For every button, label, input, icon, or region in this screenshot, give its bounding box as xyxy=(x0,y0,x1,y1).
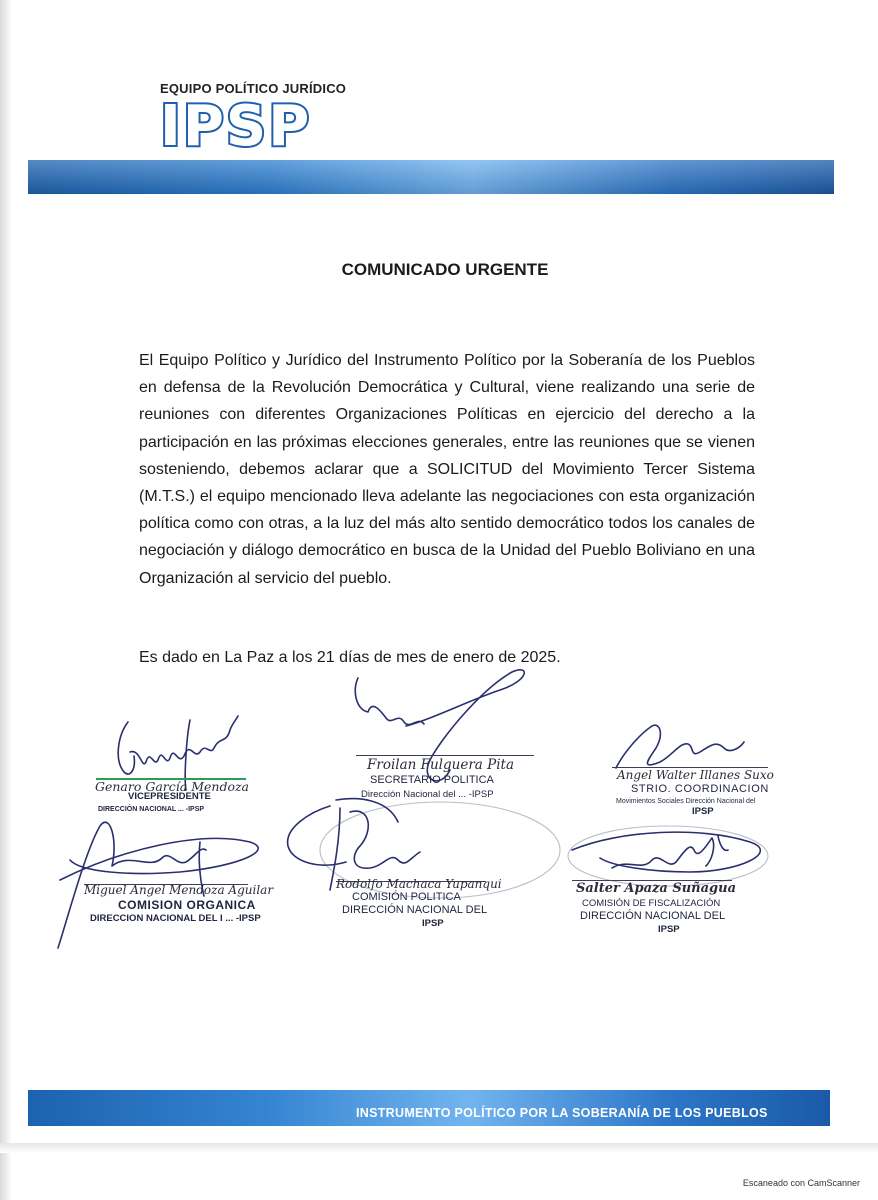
signatory-5-name: Rodolfo Machaca Yupanqui xyxy=(336,877,502,891)
header-kicker: EQUIPO POLÍTICO JURÍDICO xyxy=(160,81,347,96)
footer-text: INSTRUMENTO POLÍTICO POR LA SOBERANÍA DE LOS PUEBLOS xyxy=(356,1106,768,1120)
signatory-5-org-2: IPSP xyxy=(422,918,444,929)
header-band-shade xyxy=(28,160,834,194)
signatory-3-org-2: IPSP xyxy=(692,806,714,817)
signatory-6-org-2: IPSP xyxy=(658,924,680,935)
signature-6 xyxy=(572,832,760,872)
signatory-3-role: STRIO. COORDINACION xyxy=(631,783,769,795)
signatory-2-org: Dirección Nacional del ... -IPSP xyxy=(361,789,494,800)
signatory-2-name: Froilan Fulguera Pita xyxy=(367,757,514,773)
signatory-5-org: DIRECCIÓN NACIONAL DEL xyxy=(342,904,488,916)
signatory-3-org: Movimientos Sociales Dirección Nacional del xyxy=(616,798,756,805)
document-body: El Equipo Político y Jurídico del Instrumento Político por la Soberanía de los Pueblos en defensa de la Revolución Democrática y Cultural, viene realizando una serie de reuniones con diferentes Organizaciones Políticas en ejercicio del derecho a la participación en las próximas elecciones generales, entre las reuniones que se vienen sosteniendo, debemos aclarar que a SOLICITUD del Movimiento Tercer Sistema (M.T.S.) el equipo mencionado lleva adelante las negociaciones con esta organización política como con otras, a la luz del más alto sentido democrático todos los canales de negociación y diálogo democrático en busca de la Unidad del Pueblo Boliviano en una Organización al servicio del pueblo. xyxy=(139,352,755,587)
page-bottom-shadow xyxy=(0,1143,878,1153)
signature-3 xyxy=(616,725,744,768)
signature-underline-2 xyxy=(356,755,534,756)
signatory-4-org: DIRECCION NACIONAL DEL I ... -IPSP xyxy=(90,913,261,924)
scanner-watermark: Escaneado con CamScanner xyxy=(742,1178,860,1188)
signatory-5-role: COMISIÓN POLITICA xyxy=(352,891,461,903)
document-title: COMUNICADO URGENTE xyxy=(341,260,549,279)
signatory-6-name: Salter Apaza Suñagua xyxy=(576,881,737,896)
signatory-6-role: COMISIÓN DE FISCALIZACIÓN xyxy=(582,898,721,909)
signatory-4-name: Miguel Angel Mendoza Aguilar xyxy=(84,883,274,897)
ipsp-logo: IPSP xyxy=(160,94,312,159)
document-closing: Es dado en La Paz a los 21 días de mes de enero de 2025. xyxy=(139,649,561,666)
page-edge-shadow xyxy=(0,0,12,1200)
signatory-1-name: Genaro García Mendoza xyxy=(95,779,250,794)
signatory-3-name: Angel Walter Illanes Suxo xyxy=(617,768,774,782)
signatory-1-org: DIRECCIÓN NACIONAL ... -IPSP xyxy=(98,806,205,813)
seal-oval-2 xyxy=(568,826,768,886)
signatory-2-role: SECRETARIO POLITICA xyxy=(370,774,494,786)
signatory-6-org: DIRECCIÓN NACIONAL DEL xyxy=(580,910,726,922)
signatory-1-role: VICEPRESIDENTE xyxy=(128,791,211,802)
signatory-4-role: COMISION ORGANICA xyxy=(118,898,256,912)
